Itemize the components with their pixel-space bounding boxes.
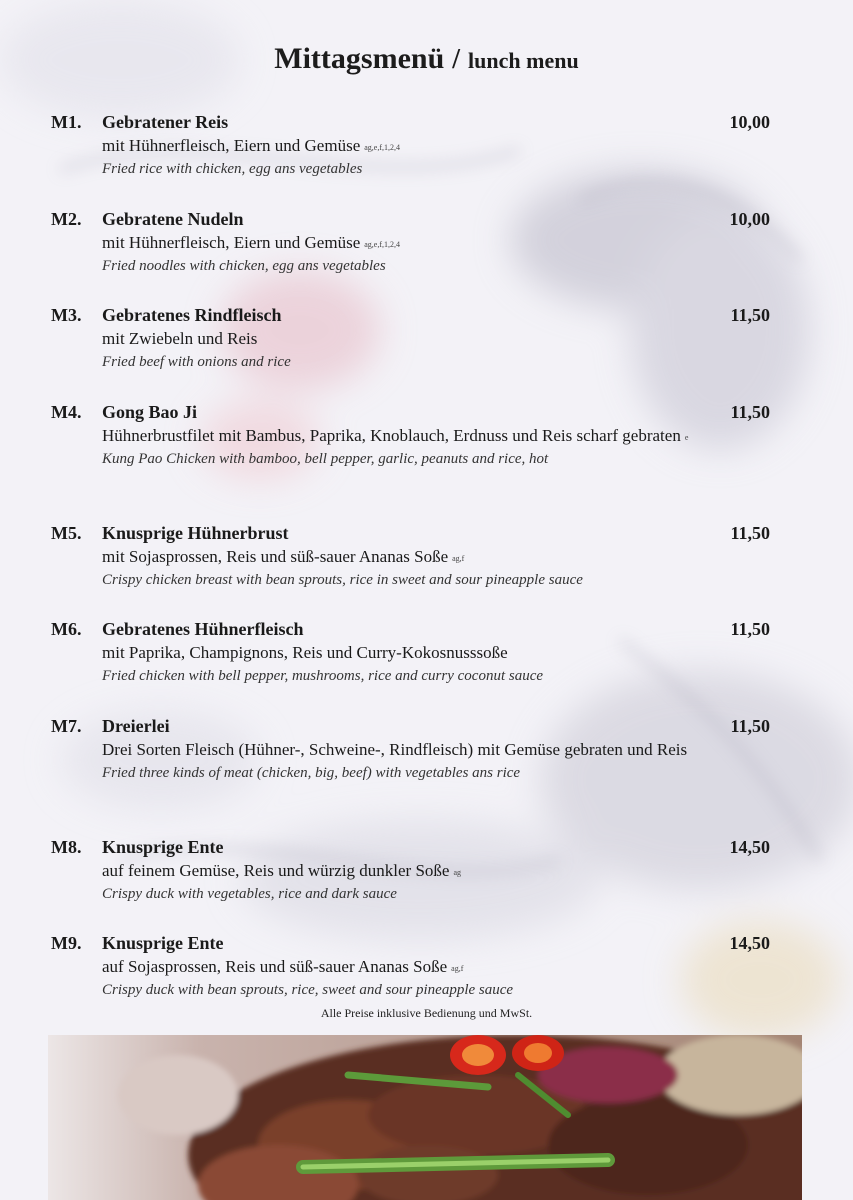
item-description-text: auf Sojasprossen, Reis und süß-sauer Ananas Soße xyxy=(102,957,448,976)
menu-item xyxy=(0,303,853,400)
item-english: Fried rice with chicken, egg ans vegetables xyxy=(102,161,363,177)
item-code: M2. xyxy=(51,208,82,229)
item-body xyxy=(102,303,692,374)
item-english: Crispy duck with vegetables, rice and dark sauce xyxy=(102,885,397,902)
item-description xyxy=(102,545,692,569)
item-description xyxy=(102,231,692,255)
menu-item xyxy=(0,207,853,304)
item-description-text: mit Hühnerfleisch, Eiern und Gemüse xyxy=(102,136,361,155)
item-code: M9. xyxy=(51,933,82,953)
item-code: M1. xyxy=(51,112,82,132)
item-code: M7. xyxy=(51,715,82,736)
title-german: Mittagsmenü xyxy=(274,42,445,75)
item-english: Kung Pao Chicken with bamboo, bell pepper, garlic, peanuts and rice, hot xyxy=(102,450,549,467)
item-name: Gong Bao Ji xyxy=(102,401,198,422)
item-english: Fried beef with onions and rice xyxy=(102,354,291,370)
menu-item xyxy=(0,617,853,714)
item-price: 11,50 xyxy=(730,401,770,422)
item-allergens: ag,e,f,1,2,4 xyxy=(364,239,401,249)
item-price: 10,00 xyxy=(729,208,770,229)
item-description xyxy=(102,424,692,448)
item-description xyxy=(102,859,692,883)
food-photo xyxy=(48,1035,802,1200)
item-description-text: Hühnerbrustfilet mit Bambus, Paprika, Knoblauch, Erdnuss und Reis scharf gebraten xyxy=(102,425,681,445)
item-allergens: ag xyxy=(453,867,462,877)
item-price: 11,50 xyxy=(730,715,770,736)
item-name: Gebratenes Rindfleisch xyxy=(102,305,282,325)
item-name: Dreierlei xyxy=(102,715,170,736)
menu-item xyxy=(0,110,853,207)
item-price: 14,50 xyxy=(729,836,770,857)
item-name: Knusprige Ente xyxy=(102,836,224,857)
item-description xyxy=(102,327,692,351)
item-description-text: mit Paprika, Champignons, Reis und Curry-Kokosnusssoße xyxy=(102,643,508,662)
item-description xyxy=(102,641,692,665)
item-allergens: ag,e,f,1,2,4 xyxy=(364,143,401,152)
item-description-text: mit Sojasprossen, Reis und süß-sauer Ananas Soße xyxy=(102,546,449,566)
item-description xyxy=(102,955,692,979)
item-body xyxy=(102,931,692,1002)
item-price: 10,00 xyxy=(729,112,770,132)
title-english: lunch menu xyxy=(468,48,579,73)
item-price: 14,50 xyxy=(729,933,770,953)
menu-item xyxy=(0,521,853,618)
item-name: Knusprige Ente xyxy=(102,933,224,953)
menu-item xyxy=(0,835,853,932)
item-description-text: Drei Sorten Fleisch (Hühner-, Schweine-, Rindfleisch) mit Gemüse gebraten und Reis xyxy=(102,739,688,759)
item-english: Fried three kinds of meat (chicken, big, beef) with vegetables ans rice xyxy=(102,764,521,781)
item-name: Gebratene Nudeln xyxy=(102,208,244,229)
item-code: M6. xyxy=(51,619,82,639)
item-body xyxy=(102,207,692,278)
item-price: 11,50 xyxy=(730,305,770,325)
item-allergens: e xyxy=(684,432,689,442)
menu-list xyxy=(0,110,853,1028)
item-allergens: ag,f xyxy=(451,964,464,973)
item-price: 11,50 xyxy=(730,522,770,543)
item-body xyxy=(102,400,692,471)
item-body xyxy=(102,521,692,592)
food-photo-illustration xyxy=(48,1035,802,1200)
item-english: Crispy chicken breast with bean sprouts, rice in sweet and sour pineapple sauce xyxy=(102,571,583,588)
price-footnote: Alle Preise inklusive Bedienung und MwSt. xyxy=(320,1006,533,1020)
item-name: Gebratenes Hühnerfleisch xyxy=(102,619,304,639)
item-price: 11,50 xyxy=(730,619,770,639)
item-code: M4. xyxy=(51,401,82,422)
item-description xyxy=(102,738,692,762)
item-body xyxy=(102,617,692,688)
item-body xyxy=(102,714,692,785)
item-body xyxy=(102,835,692,906)
item-code: M5. xyxy=(51,522,82,543)
item-description-text: auf feinem Gemüse, Reis und würzig dunkler Soße xyxy=(102,860,450,880)
item-description-text: mit Zwiebeln und Reis xyxy=(102,329,258,348)
item-english: Crispy duck with bean sprouts, rice, sweet and sour pineapple sauce xyxy=(102,982,514,998)
item-english: Fried chicken with bell pepper, mushrooms, rice and curry coconut sauce xyxy=(102,668,544,684)
title-separator: / xyxy=(452,44,461,75)
item-allergens: ag,f xyxy=(452,553,465,563)
item-description xyxy=(102,134,692,158)
menu-item xyxy=(0,714,853,835)
menu-item xyxy=(0,400,853,521)
item-code: M8. xyxy=(51,836,82,857)
item-english: Fried noodles with chicken, egg ans vegetables xyxy=(102,257,386,274)
item-code: M3. xyxy=(51,305,82,325)
item-name: Gebratener Reis xyxy=(102,112,229,132)
item-name: Knusprige Hühnerbrust xyxy=(102,522,289,543)
item-body xyxy=(102,110,692,181)
page-title xyxy=(0,42,853,76)
item-description-text: mit Hühnerfleisch, Eiern und Gemüse xyxy=(102,232,361,252)
